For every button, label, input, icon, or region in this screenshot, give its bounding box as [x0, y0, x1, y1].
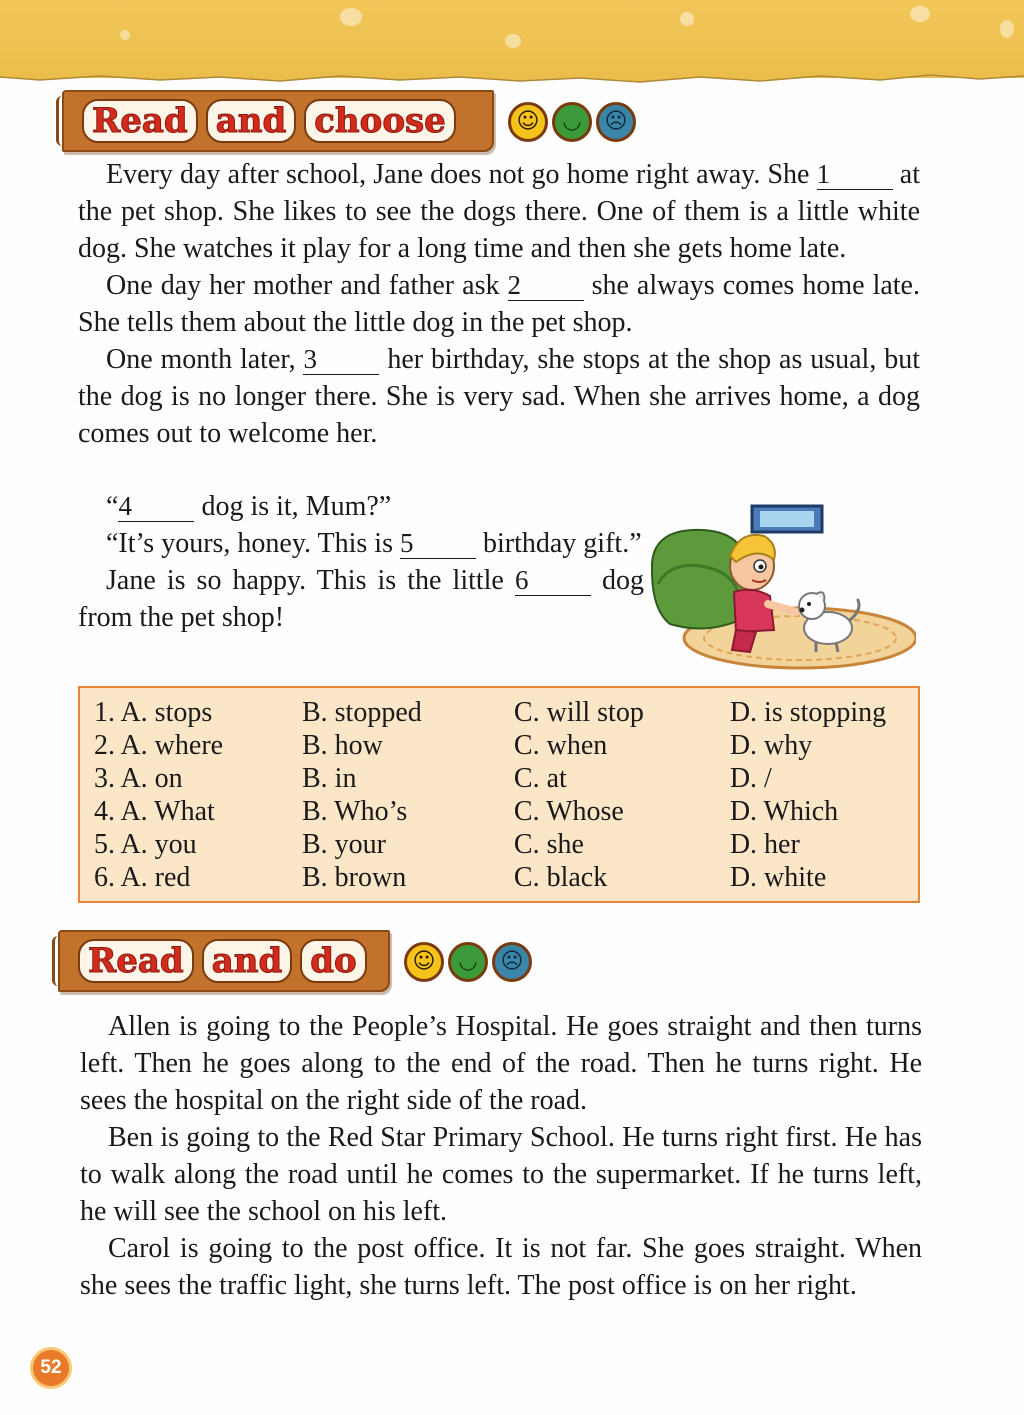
heading-word: do: [300, 939, 366, 983]
option-a[interactable]: 1. A. stops: [94, 697, 213, 728]
section-heading-read-and-choose: [62, 90, 494, 152]
torn-paper-edge: [0, 70, 1024, 88]
story-paragraph: Every day after school, Jane does not go home right away. She 1 at the pet shop. She likes to see the dogs there. One of them is a little white dog. She watches it play for a long time and then she gets home late.: [78, 159, 920, 264]
option-b[interactable]: B. in: [301, 763, 357, 794]
directions-paragraph: Carol is going to the post office. It is not far. She goes straight. When she sees the traffic light, she turns left. The post office is on her right.: [80, 1233, 922, 1301]
heading-word: and: [206, 99, 297, 143]
option-d[interactable]: D. is stopping: [729, 697, 887, 728]
option-row: [94, 828, 918, 861]
option-c[interactable]: C. when: [513, 730, 608, 761]
option-row: [94, 795, 918, 828]
rating-faces: [404, 942, 532, 982]
option-a[interactable]: 5. A. you: [94, 829, 197, 860]
option-b[interactable]: B. stopped: [301, 697, 422, 728]
heading-word: choose: [304, 99, 456, 143]
option-b[interactable]: B. Who’s: [301, 796, 408, 827]
happy-face-icon[interactable]: ☺: [404, 942, 444, 982]
dialog-text: [78, 488, 644, 636]
option-row: [94, 696, 918, 729]
dialog-line: Jane is so happy. This is the little 6 dog from the pet shop!: [78, 565, 645, 633]
girl-with-puppy-illustration: [640, 500, 916, 676]
answer-blank[interactable]: 1: [817, 160, 893, 190]
heading-hook-decoration: [56, 96, 69, 146]
directions-paragraph: Allen is going to the People’s Hospital. He goes straight and then turns left. Then he goes along to the end of the road. Then he turns right. He sees the hospital on the right side of the road.: [80, 1011, 922, 1116]
answer-blank[interactable]: 4: [118, 492, 194, 522]
option-a[interactable]: 4. A. What: [94, 796, 215, 827]
option-a[interactable]: 3. A. on: [94, 763, 183, 794]
answer-blank[interactable]: 3: [303, 345, 379, 375]
answer-blank[interactable]: 6: [515, 566, 591, 596]
heading-hook-decoration: [52, 936, 65, 986]
section-heading-read-and-do: [58, 930, 390, 992]
option-c[interactable]: C. will stop: [513, 697, 644, 728]
option-d[interactable]: D. why: [729, 730, 813, 761]
heading-word: Read: [78, 939, 194, 983]
option-row: [94, 861, 918, 894]
option-b[interactable]: B. brown: [301, 862, 407, 893]
option-c[interactable]: C. black: [513, 862, 608, 893]
story-paragraph: One month later, 3 her birthday, she stops at the shop as usual, but the dog is no longer there. She is very sad. When she arrives home, a dog comes out to welcome her.: [78, 344, 920, 449]
neutral-face-icon[interactable]: ◡: [448, 942, 488, 982]
option-a[interactable]: 6. A. red: [94, 862, 191, 893]
story-text: [78, 156, 920, 452]
option-a[interactable]: 2. A. where: [94, 730, 224, 761]
option-d[interactable]: D. her: [729, 829, 800, 860]
answer-blank[interactable]: 2: [508, 271, 584, 301]
sad-face-icon[interactable]: ☹: [596, 102, 636, 142]
dialog-line: “It’s yours, honey. This is 5 birthday gift.”: [106, 528, 642, 559]
option-c[interactable]: C. she: [513, 829, 584, 860]
option-b[interactable]: B. how: [301, 730, 383, 761]
neutral-face-icon[interactable]: ◡: [552, 102, 592, 142]
option-c[interactable]: C. Whose: [513, 796, 624, 827]
page-number-badge: 52: [30, 1347, 72, 1389]
option-d[interactable]: D. /: [729, 763, 772, 794]
top-decorative-band: [0, 0, 1024, 78]
option-b[interactable]: B. your: [301, 829, 386, 860]
answer-options-table: [78, 686, 920, 903]
happy-face-icon[interactable]: ☺: [508, 102, 548, 142]
dialog-line: “4 dog is it, Mum?”: [106, 491, 392, 522]
option-d[interactable]: D. Which: [729, 796, 839, 827]
option-row: [94, 729, 918, 762]
heading-word: and: [202, 939, 293, 983]
option-c[interactable]: C. at: [513, 763, 567, 794]
directions-text: [80, 1008, 922, 1304]
heading-word: Read: [82, 99, 198, 143]
option-d[interactable]: D. white: [729, 862, 827, 893]
option-row: [94, 762, 918, 795]
sad-face-icon[interactable]: ☹: [492, 942, 532, 982]
rating-faces: [508, 102, 636, 142]
directions-paragraph: Ben is going to the Red Star Primary School. He turns right first. He has to walk along the road until he comes to the supermarket. If he turns left, he will see the school on his left.: [80, 1122, 922, 1227]
story-paragraph: One day her mother and father ask 2 she always comes home late. She tells them about the little dog in the pet shop.: [78, 270, 920, 338]
answer-blank[interactable]: 5: [400, 529, 476, 559]
